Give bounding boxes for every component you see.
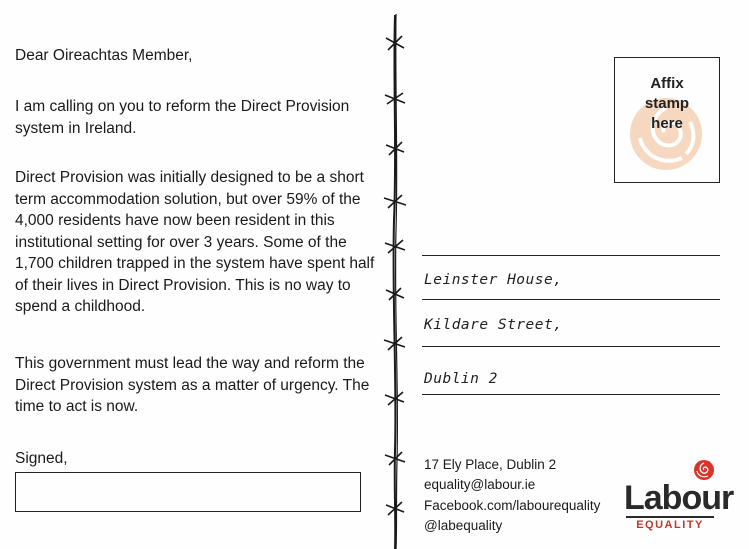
address-line-2 — [422, 299, 720, 300]
letter-paragraph-2: Direct Provision was initially designed to be a short term accommodation solution, but over 59% of the 4,000 residents have now been resident in this institutional setting for over 3 years. Some of the 1,700 children trapped in the system have spent half of their lives in Direct Provision. This is no way to spend a childhood. — [15, 169, 375, 315]
stamp-text-line1: Affix — [650, 75, 684, 92]
contact-details — [424, 455, 600, 536]
stamp-text-line3: here — [651, 115, 683, 132]
labour-equality-logo — [620, 458, 734, 538]
salutation: Dear Oireachtas Member, — [15, 47, 193, 64]
contact-facebook[interactable]: Facebook.com/labourequality — [424, 497, 601, 513]
contact-street: 17 Ely Place, Dublin 2 — [424, 457, 557, 472]
address-text-1: Leinster House, — [424, 272, 563, 288]
address-line-4 — [422, 394, 720, 395]
logo-underline — [626, 516, 714, 518]
address-text-2: Kildare Street, — [424, 317, 563, 333]
stamp-area — [614, 57, 720, 183]
letter-paragraph-1: I am calling on you to reform the Direct Provision system in Ireland. — [15, 98, 350, 137]
signature-box[interactable] — [15, 472, 361, 512]
logo-wordmark: Labour — [624, 479, 734, 517]
address-text-3: Dublin 2 — [424, 371, 498, 387]
address-line-3 — [422, 346, 720, 347]
contact-email[interactable]: equality@labour.ie — [424, 477, 536, 493]
logo-subtitle: EQUALITY — [636, 519, 704, 531]
contact-twitter[interactable]: @labequality — [424, 517, 503, 533]
signed-label: Signed, — [15, 450, 68, 467]
letter-paragraph-3: This government must lead the way and reform the Direct Provision system as a matter of urgency. The time to act is now. — [15, 355, 370, 415]
barbed-wire-divider — [380, 0, 410, 549]
address-line-1 — [422, 255, 720, 256]
stamp-text-line2: stamp — [644, 95, 690, 112]
